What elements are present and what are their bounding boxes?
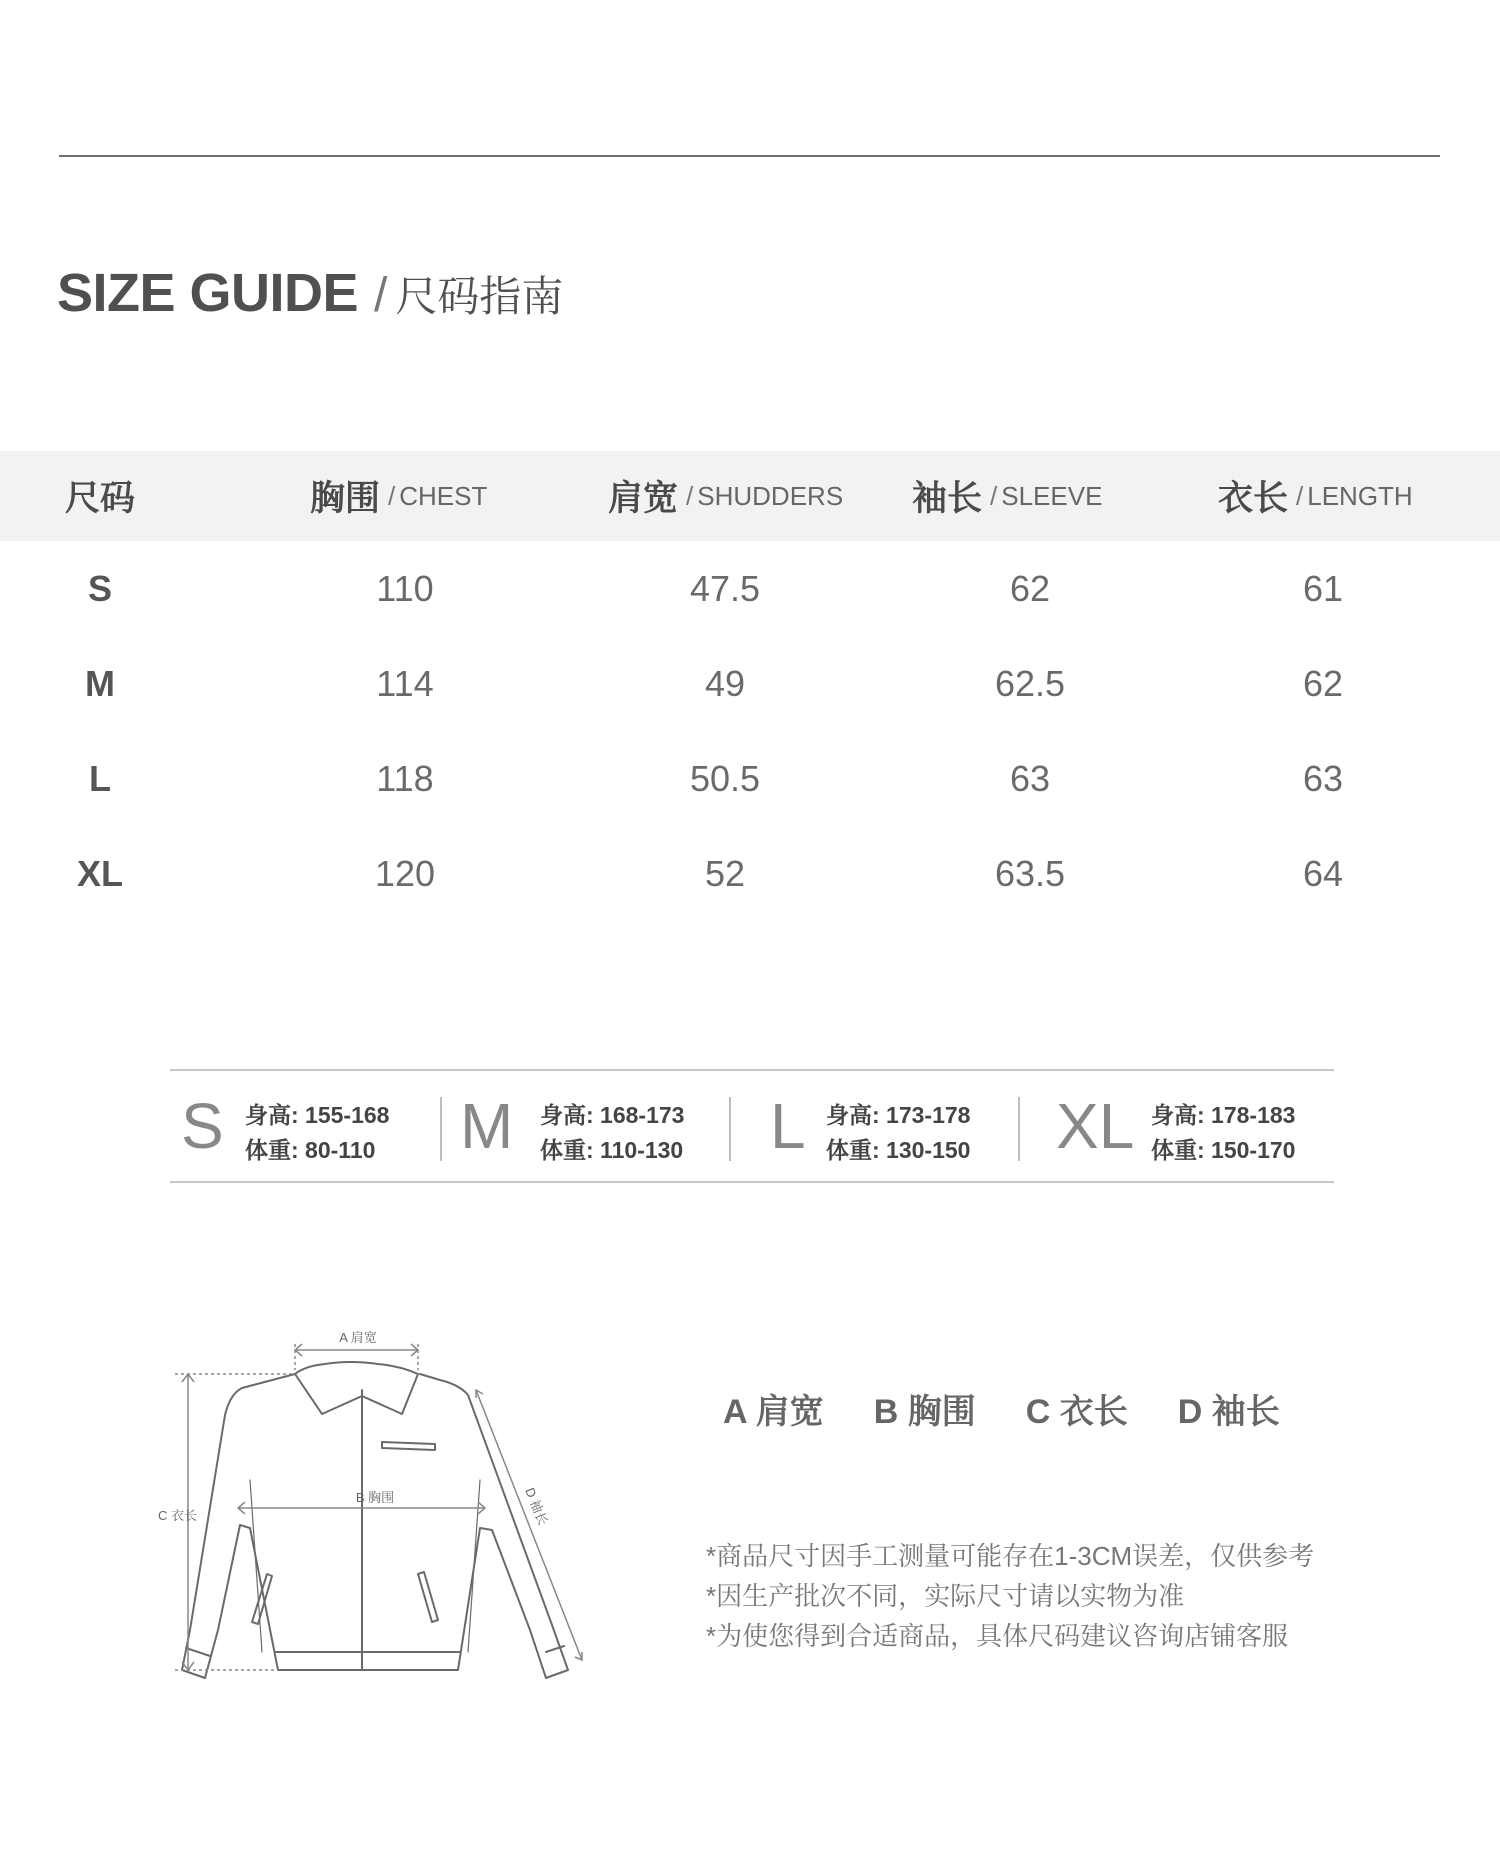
table-row	[0, 541, 1500, 636]
row-size: S	[87, 568, 112, 609]
table-row	[0, 826, 1500, 921]
header-chest-cn: 胸围	[310, 479, 381, 518]
table-row	[0, 636, 1500, 731]
sleeve-value: 63.5	[994, 853, 1066, 894]
notes	[706, 1536, 1314, 1656]
legend-item: C 衣长	[1025, 1393, 1128, 1431]
jacket-measurement-diagram	[150, 1330, 600, 1690]
header-sleeve-slash: /	[990, 480, 998, 511]
reference-weight: 体重: 110-130	[540, 1137, 684, 1163]
chest-value: 114	[376, 663, 434, 704]
shoulder-value: 50.5	[689, 758, 761, 799]
header-sleeve-cn: 袖长	[912, 479, 983, 518]
header-shoulder-cn: 肩宽	[608, 479, 679, 518]
length-value: 62	[1302, 663, 1344, 704]
table-header	[0, 451, 1500, 541]
jacket-right-pocket	[418, 1572, 438, 1622]
reference-item	[1056, 1071, 1334, 1181]
row-size: XL	[76, 853, 123, 894]
length-value: 61	[1302, 568, 1344, 609]
shoulder-value: 49	[704, 663, 746, 704]
header-length-en: LENGTH	[1307, 480, 1413, 511]
row-size: M	[85, 663, 115, 704]
header-sleeve-en: SLEEVE	[1001, 480, 1103, 511]
header-length-slash: /	[1296, 480, 1304, 511]
diagram-label-d: D 袖长	[522, 1485, 551, 1528]
sleeve-arrow	[476, 1390, 582, 1660]
table-row	[0, 731, 1500, 826]
title-slash: /	[374, 269, 388, 322]
reference-size: XL	[1056, 1090, 1135, 1162]
reference-item	[460, 1071, 728, 1181]
diagram-label-a: A 肩宽	[339, 1330, 377, 1345]
reference-divider	[729, 1097, 731, 1161]
size-table	[0, 451, 1500, 921]
sleeve-value: 62.5	[994, 663, 1066, 704]
sleeve-value: 62	[1009, 568, 1051, 609]
page-title	[57, 262, 563, 332]
header-sleeve	[912, 451, 1102, 541]
measurement-legend	[723, 1384, 1330, 1433]
reference-divider	[1018, 1097, 1020, 1161]
reference-weight: 体重: 80-110	[245, 1137, 376, 1163]
header-chest-slash: /	[388, 480, 396, 511]
top-divider	[59, 155, 1440, 157]
reference-divider	[440, 1097, 442, 1161]
shoulder-value: 47.5	[689, 568, 761, 609]
diagram-label-c: C 衣长	[158, 1508, 198, 1523]
title-cn: 尺码指南	[395, 273, 564, 320]
header-length-cn: 衣长	[1218, 479, 1289, 518]
size-reference-box	[170, 1069, 1334, 1183]
reference-height: 身高: 173-178	[826, 1102, 971, 1128]
diagram-label-b: B 胸围	[355, 1490, 395, 1505]
header-length	[1218, 451, 1413, 541]
sleeve-value: 63	[1009, 758, 1051, 799]
title-en: SIZE GUIDE	[57, 263, 359, 323]
reference-size: L	[770, 1090, 806, 1162]
legend-item: D 袖长	[1177, 1393, 1280, 1431]
jacket-left-pocket	[252, 1574, 272, 1624]
legend-item: B 胸围	[873, 1393, 976, 1431]
reference-height: 身高: 178-183	[1151, 1102, 1296, 1128]
chest-value: 118	[376, 758, 434, 799]
jacket-chest-pocket	[382, 1442, 435, 1450]
row-size: L	[89, 758, 111, 799]
reference-weight: 体重: 130-150	[826, 1137, 971, 1163]
jacket-outline	[182, 1374, 568, 1678]
reference-item	[770, 1071, 1018, 1181]
header-size-label: 尺码	[65, 479, 136, 518]
chest-value: 120	[374, 853, 436, 894]
length-value: 64	[1302, 853, 1344, 894]
legend-item: A 肩宽	[723, 1393, 824, 1431]
reference-size: M	[460, 1090, 514, 1162]
reference-height: 身高: 155-168	[245, 1102, 390, 1128]
note-line: *因生产批次不同，实际尺寸请以实物为准	[706, 1581, 1185, 1611]
jacket-collar	[295, 1362, 418, 1414]
chest-value: 110	[376, 568, 434, 609]
note-line: *为使您得到合适商品，具体尺码建议咨询店铺客服	[706, 1621, 1289, 1651]
reference-size: S	[181, 1090, 224, 1162]
header-shoulder-slash: /	[686, 480, 694, 511]
header-shoulder-en: SHUDDERS	[697, 480, 844, 511]
header-chest	[310, 451, 487, 541]
reference-weight: 体重: 150-170	[1151, 1137, 1296, 1163]
reference-height: 身高: 168-173	[540, 1102, 685, 1128]
reference-item	[170, 1071, 440, 1181]
length-value: 63	[1302, 758, 1344, 799]
header-chest-en: CHEST	[399, 480, 488, 511]
header-size	[65, 451, 135, 541]
header-shoulder	[608, 451, 843, 541]
note-line: *商品尺寸因手工测量可能存在1-3CM误差，仅供参考	[706, 1541, 1315, 1571]
shoulder-value: 52	[704, 853, 746, 894]
